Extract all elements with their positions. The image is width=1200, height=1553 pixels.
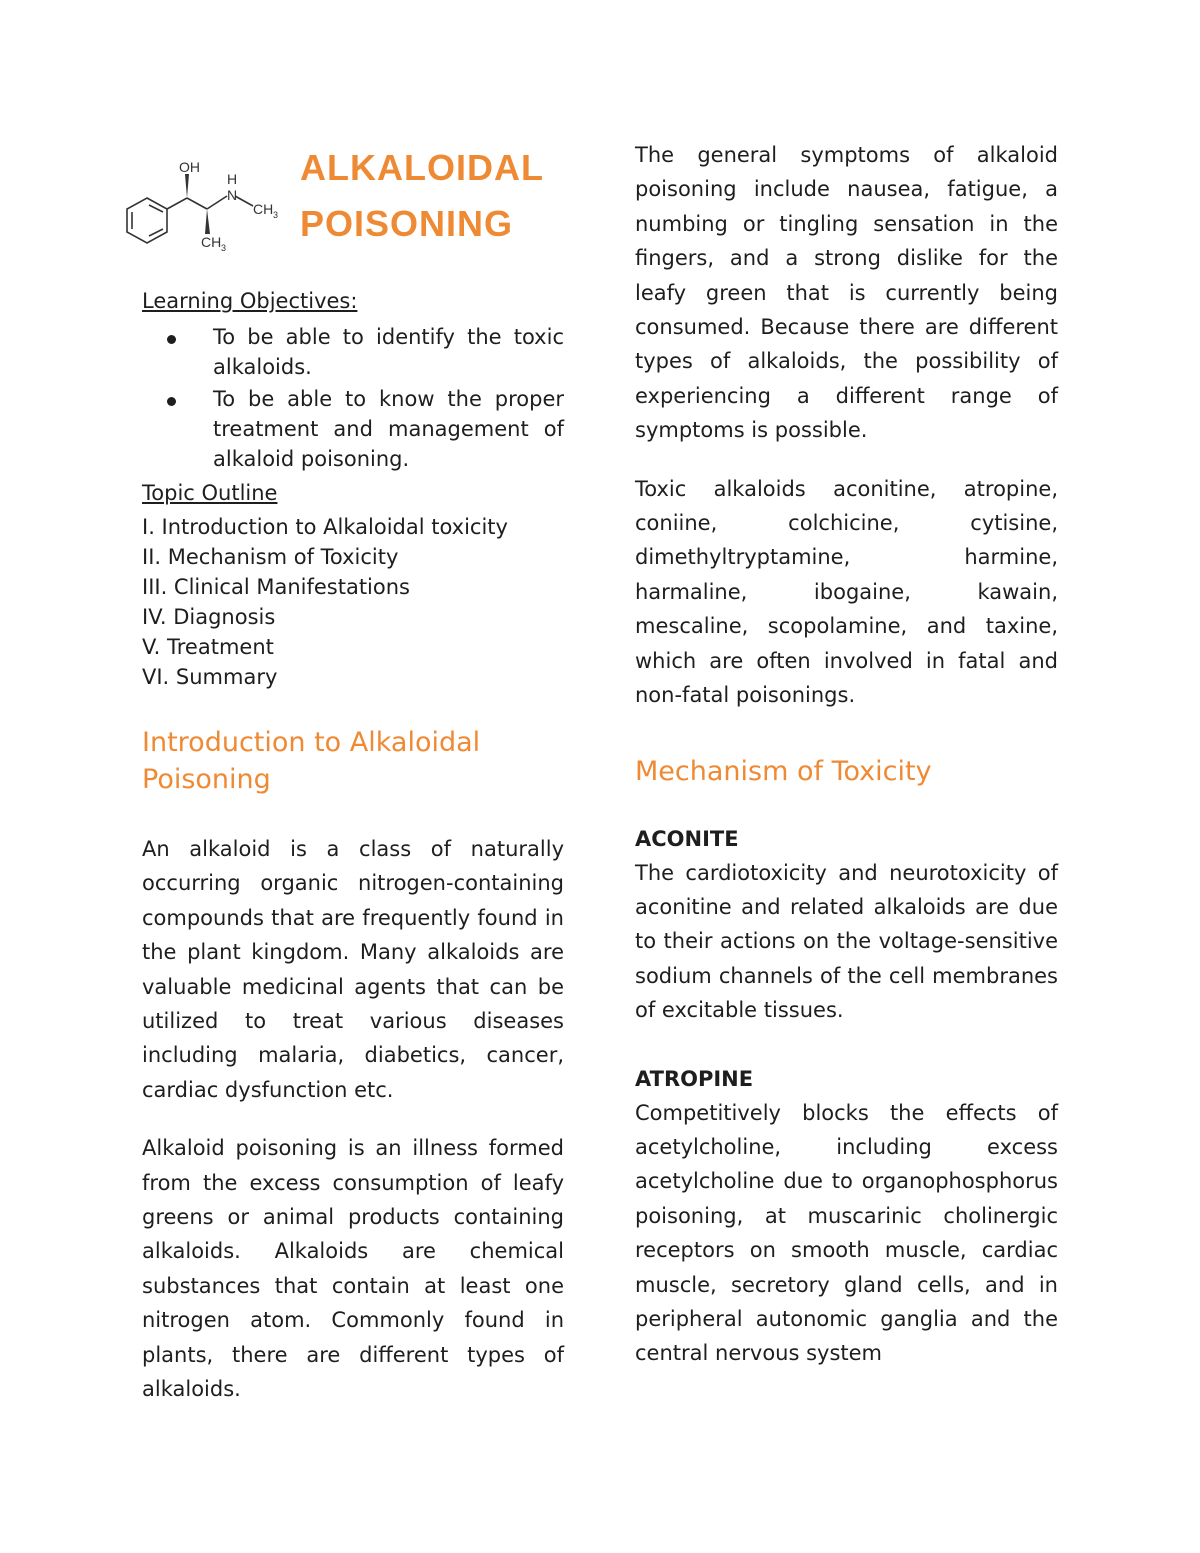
outline-list bbox=[142, 512, 564, 692]
right-column bbox=[635, 138, 1058, 1371]
outline-item: IV. Diagnosis bbox=[142, 605, 276, 629]
title-line-2: POISONING bbox=[300, 203, 514, 244]
left-column bbox=[142, 286, 564, 1407]
outline-item: V. Treatment bbox=[142, 635, 274, 659]
toxic-alkaloids-paragraph: Toxic alkaloids aconitine, atropine, coniine, colchicine, cytisine, dimethyltryptamine, harmine, harmaline, ibogaine, kawain, mescaline, scopolamine, and taxine, which are often involved in fatal and non-fatal poisonings. bbox=[635, 476, 1058, 708]
benzene-ring bbox=[127, 198, 167, 243]
symptoms-paragraph: The general symptoms of alkaloid poisoning include nausea, fatigue, a numbing or tingling sensation in the fingers, and a strong dislike for the leafy green that is currently being consumed. Because there are different types of alkaloids, the possibility of experiencing a different range of symptoms is possible. bbox=[635, 143, 1058, 443]
bullet-icon bbox=[167, 397, 176, 406]
ch3-right-label: CH bbox=[253, 201, 274, 217]
aconite-paragraph: The cardiotoxicity and neurotoxicity of aconitine and related alkaloids are due to their actions on the voltage-sensitive sodium channels of the cell membranes of excitable tissues. bbox=[635, 860, 1058, 1023]
mechanism-heading: Mechanism of Toxicity bbox=[635, 755, 932, 787]
objectives-heading: Learning Objectives: bbox=[142, 289, 358, 313]
h-label: H bbox=[227, 171, 238, 187]
n-label: N bbox=[227, 187, 238, 203]
ch3-right-sub: 3 bbox=[273, 210, 279, 220]
wedge-bond-oh bbox=[185, 174, 189, 198]
molecule-structure-image bbox=[115, 150, 295, 260]
wedge-bond-ch3 bbox=[205, 209, 210, 234]
intro-paragraph-1: An alkaloid is a class of naturally occurring organic nitrogen-containing compounds that are frequently found in the plant kingdom. Many alkaloids are valuable medicinal agents that can be utilized to treat various diseases including malaria, diabetics, cancer, cardiac dysfunction etc. bbox=[142, 837, 564, 1102]
objective-item: To be able to know the proper treatment and management of alkaloid poisoning. bbox=[142, 384, 564, 474]
outline-heading: Topic Outline bbox=[142, 481, 278, 505]
objectives-list bbox=[142, 322, 564, 474]
outline-item: I. Introduction to Alkaloidal toxicity bbox=[142, 515, 508, 539]
intro-paragraph-2: Alkaloid poisoning is an illness formed from the excess consumption of leafy greens or animal products containing alkaloids. Alkaloids are chemical substances that contain at least one nitrogen atom. Commonly found in plants, there are different types of alkaloids. bbox=[142, 1136, 564, 1402]
atropine-paragraph: Competitively blocks the effects of acetylcholine, including excess acetylcholine due to organophosphorus poisoning, at muscarinic cholinergic receptors on smooth muscle, cardiac muscle, secretory gland cells, and in peripheral autonomic ganglia and the central nervous system bbox=[635, 1100, 1058, 1366]
intro-heading: Introduction to Alkaloidal Poisoning bbox=[142, 727, 481, 795]
outline-item: II. Mechanism of Toxicity bbox=[142, 545, 399, 569]
aconite-heading: ACONITE bbox=[635, 826, 739, 851]
outline-item: VI. Summary bbox=[142, 665, 278, 689]
outline-item: III. Clinical Manifestations bbox=[142, 575, 410, 599]
oh-label: OH bbox=[179, 159, 200, 175]
objective-item: To be able to identify the toxic alkaloids. bbox=[142, 322, 564, 382]
bullet-icon bbox=[167, 335, 176, 344]
ch3-bottom-sub: 3 bbox=[221, 243, 227, 253]
ch3-bottom-label: CH bbox=[201, 234, 222, 250]
document-title bbox=[300, 140, 600, 252]
atropine-heading: ATROPINE bbox=[635, 1066, 754, 1091]
title-line-1: ALKALOIDAL bbox=[300, 147, 544, 188]
